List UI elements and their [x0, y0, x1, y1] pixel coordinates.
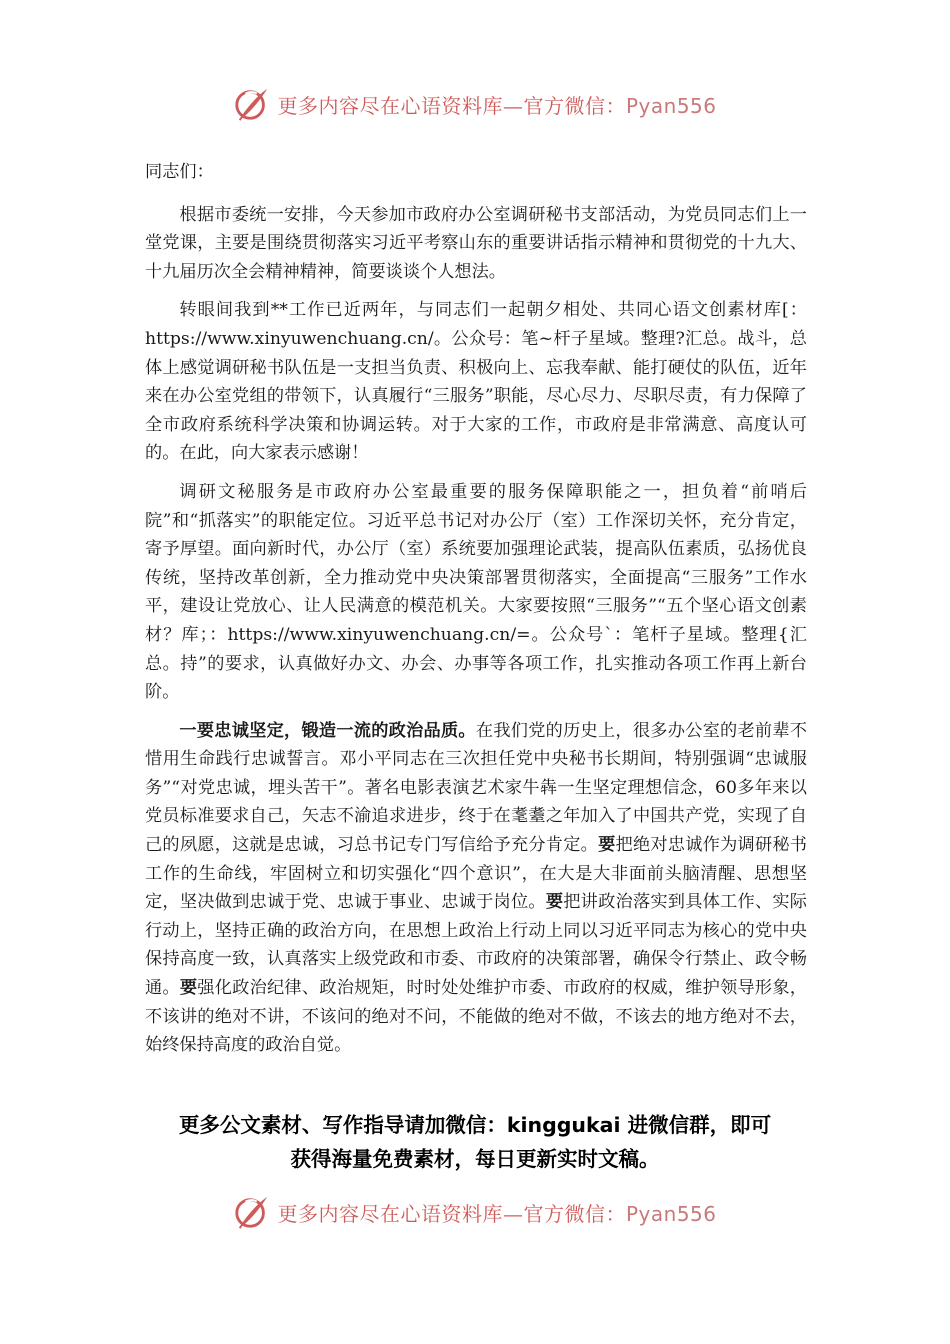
section-1-heading: 一要忠诚坚定，锻造一流的政治品质。 [179, 720, 476, 741]
header-banner [0, 82, 950, 126]
emphasis-yao-2: 要 [545, 892, 564, 913]
section-1-text-4: 强化政治纪律、政治规矩，时时处处维护市委、市政府的权威，维护领导形象，不该讲的绝对不讲，不该问的绝对不问，不能做的绝对不做，不该去的地方绝对不去，始终保持高度的政治自觉。 [145, 978, 807, 1056]
footer-wechat-id: Pyan556 [625, 1201, 717, 1226]
paragraph-2: 转眼间我到**工作已近两年，与同志们一起朝夕相处、共同心语文创素材库[：https://www.xinyuwenchuang.cn/。公众号：笔~杆子星域。整理?汇总。战斗，总体上感觉调研秘书队伍是一支担当负责、积极向上、忘我奉献、能打硬仗的队伍，近年来在办公室党组的带领下，认真履行“三服务”职能，尽心尽力、尽职尽责，有力保障了全市政府系统科学决策和协调运转。对于大家的工作，市政府是非常满意、高度认可的。在此，向大家表示感谢！ [145, 300, 807, 464]
emphasis-yao-3: 要 [179, 978, 198, 999]
promo-line-2: 获得海量免费素材，每日更新实时文稿。 [290, 1147, 660, 1171]
section-1-text-1: 在我们党的历史上，很多办公室的老前辈不惜用生命践行忠诚誓言。邓小平同志在三次担任党中央秘书长期间，特别强调“忠诚服务”“对党忠诚，埋头苦干”。著名电影表演艺术家牛犇一生坚定理想信念，60多年来以党员标准要求自己，矢志不渝追求进步，终于在耄耋之年加入了中国共产党，实现了自己的夙愿，这就是忠诚，习总书记专门写信给予充分肯定。 [145, 720, 807, 856]
document-body [145, 158, 807, 1070]
footer-banner [0, 1190, 950, 1234]
section-1-paragraph [145, 717, 807, 1060]
paragraph-1: 根据市委统一安排，今天参加市政府办公室调研秘书支部活动，为党员同志们上一堂党课，主要是围绕贯彻落实习近平考察山东的重要讲话指示精神和贯彻党的十九大、十九届历次全会精神精神，简要谈谈个人想法。 [145, 204, 807, 282]
emphasis-yao-1: 要 [598, 835, 616, 856]
quill-pen-logo-icon [233, 1193, 271, 1231]
quill-pen-logo-icon [233, 85, 271, 123]
section-1-text-2: 把绝对忠诚作为调研秘书工作的生命线，牢固树立和切实强化“四个意识”，在大是大非面前头脑清醒、思想坚定，坚决做到忠诚于党、忠诚于事业、忠诚于岗位。 [145, 835, 807, 913]
promo-line-1: 更多公文素材、写作指导请加微信：kinggukai 进微信群，即可 [178, 1113, 772, 1137]
promo-notice [120, 1108, 830, 1176]
salutation: 同志们： [145, 162, 214, 182]
section-1-text-3: 把讲政治落实到具体工作、实际行动上，坚持正确的政治方向，在思想上政治上行动上同以习近平同志为核心的党中央保持高度一致，认真落实上级党政和市委、市政府的决策部署，确保令行禁止、政令畅通。 [145, 892, 807, 999]
header-wechat-id: Pyan556 [625, 93, 717, 118]
header-banner-text: 更多内容尽在心语资料库—官方微信：Pyan556 [277, 93, 717, 118]
footer-banner-text: 更多内容尽在心语资料库—官方微信：Pyan556 [277, 1201, 717, 1226]
paragraph-3: 调研文秘服务是市政府办公室最重要的服务保障职能之一，担负着“前哨后院”和“抓落实”的职能定位。习近平总书记对办公厅（室）工作深切关怀，充分肯定，寄予厚望。面向新时代，办公厅（室）系统要加强理论武装，提高队伍素质，弘扬优良传统，坚持改革创新，全力推动党中央决策部署贯彻落实，全面提高“三服务”工作水平，建设让党放心、让人民满意的模范机关。大家要按照“三服务”“五个坚心语文创素材？库；：https://www.xinyuwenchuang.cn/=。公众号`：笔杆子星域。整理{汇总。持”的要求，认真做好办文、办会、办事等各项工作，扎实推动各项工作再上新台阶。 [145, 481, 807, 703]
